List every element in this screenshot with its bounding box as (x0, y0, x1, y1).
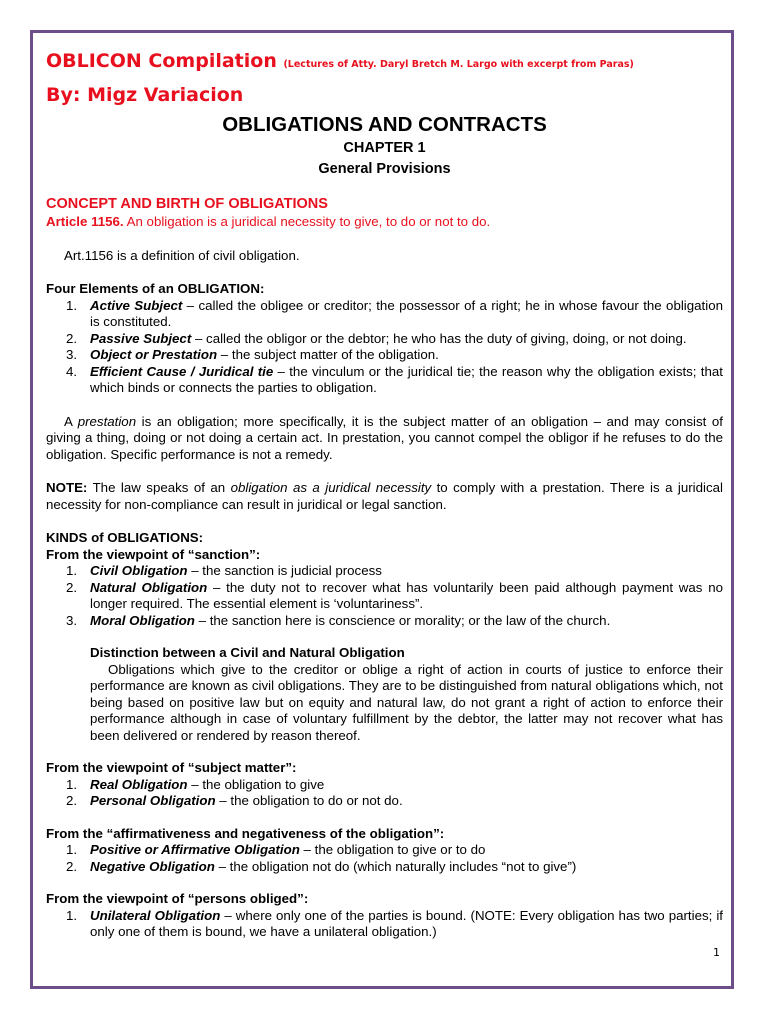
persons-heading: From the viewpoint of “persons obliged”: (46, 891, 309, 906)
subject-list (46, 777, 723, 810)
doc-title: OBLIGATIONS AND CONTRACTS (222, 113, 547, 136)
list-item: 1. Unilateral Obligation – where only one of the parties is bound. (NOTE: Every obligation has two parties; if only one of them is bound, we have a unilateral obligation.) (66, 907, 723, 939)
distinction-paragraph: Obligations which give to the creditor or oblige a right of action in courts of justice to enforce their performance are known as civil obligations. They are to be distinguished from natural obligations which, not being based on positive law but on equity and natural law, do not grant a right of action to enforce their performance although in case of voluntary fulfillment by the debtor, the latter may not recover what has been delivered or rendered by reason thereof. (90, 661, 723, 743)
list-item: 2. Natural Obligation – the duty not to recover what has voluntarily been paid although payment was no longer required. The essential element is ‘voluntariness”. (66, 579, 723, 611)
kinds-heading: KINDS of OBLIGATIONS: (46, 530, 204, 545)
author-line: By: Migz Variacion (46, 84, 244, 106)
article-text: An obligation is a juridical necessity to give, to do or not to do. (123, 214, 491, 229)
compilation-title (46, 48, 723, 78)
list-item: 1. Active Subject – called the obligee or creditor; the possessor of a right; he in whose favour the obligation is constituted. (66, 297, 723, 329)
sanction-heading: From the viewpoint of “sanction”: (46, 546, 261, 562)
list-item: 3. Moral Obligation – the sanction here is conscience or morality; or the law of the church. (66, 612, 611, 628)
sanction-list (46, 563, 723, 629)
list-item: 3. Object or Prestation – the subject matter of the obligation. (66, 347, 439, 362)
affirm-heading: From the “affirmativeness and negativeness of the obligation”: (46, 825, 445, 841)
section-heading: CONCEPT AND BIRTH OF OBLIGATIONS (46, 196, 328, 212)
title-text: OBLICON Compilation (46, 50, 277, 72)
title-subtitle: (Lectures of Atty. Daryl Bretch M. Largo with excerpt from Paras) (283, 59, 634, 70)
list-item: 2. Negative Obligation – the obligation not do (which naturally includes “not to give”) (66, 858, 577, 874)
list-item: 1. Positive or Affirmative Obligation – the obligation to give or to do (66, 842, 486, 857)
subject-heading: From the viewpoint of “subject matter”: (46, 760, 297, 775)
list-item: 1. Civil Obligation – the sanction is judicial process (66, 563, 382, 578)
persons-list (46, 908, 723, 941)
article-1156 (46, 214, 723, 231)
note-paragraph: NOTE: The law speaks of an obligation as a juridical necessity to comply with a prestation. There is a juridical necessity for non-compliance can result in juridical or legal sanction. (46, 480, 723, 512)
page-number: 1 (713, 946, 720, 959)
list-item: 4. Efficient Cause / Juridical tie – the vinculum or the juridical tie; the reason why the obligation exists; that which binds or connects the parties to obligation. (66, 363, 723, 395)
affirm-list (46, 842, 723, 875)
elements-list (46, 298, 723, 397)
chapter-number: CHAPTER 1 (343, 140, 426, 156)
definition-text: Art.1156 is a definition of civil obligation. (64, 247, 300, 263)
elements-heading: Four Elements of an OBLIGATION: (46, 281, 265, 296)
list-item: 2. Passive Subject – called the obligor or the debtor; he who has the duty of giving, doing, or not doing. (66, 330, 687, 346)
article-label: Article 1156. (46, 214, 124, 229)
prestation-paragraph: A prestation is an obligation; more specifically, it is the subject matter of an obligation – and may consist of giving a thing, doing or not doing a certain act. In prestation, you cannot compel the obligor if he refuses to do the obligation. Specific performance is not a remedy. (46, 413, 723, 462)
list-item: 2. Personal Obligation – the obligation to do or not do. (66, 793, 403, 808)
list-item: 1. Real Obligation – the obligation to give (66, 776, 325, 792)
chapter-name: General Provisions (318, 161, 451, 177)
distinction-heading: Distinction between a Civil and Natural Obligation (90, 645, 405, 660)
document-body (46, 48, 723, 941)
